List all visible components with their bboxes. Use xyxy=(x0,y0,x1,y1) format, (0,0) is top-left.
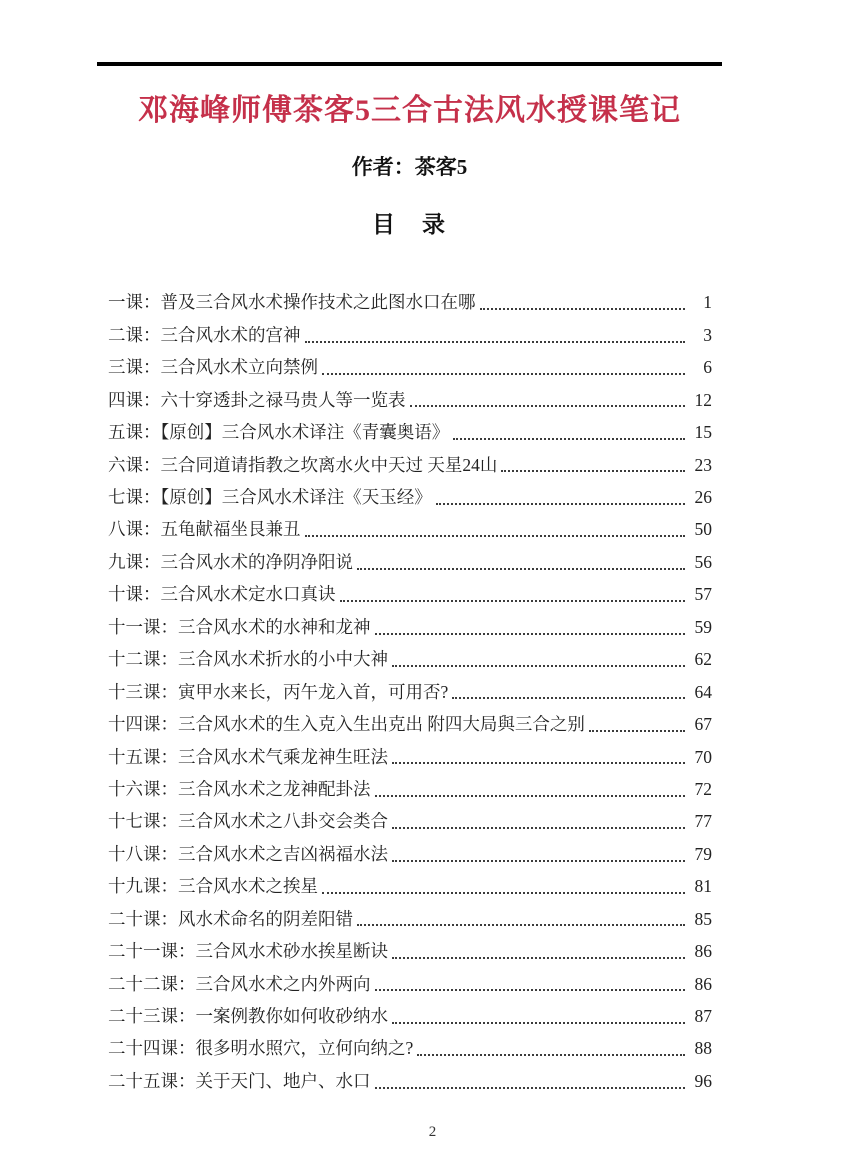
toc-entry-label: 十七课：三合风水术之八卦交会类合 xyxy=(108,811,388,832)
toc-entry[interactable] xyxy=(108,644,712,676)
toc-dot-leader xyxy=(392,665,685,667)
toc-entry[interactable] xyxy=(108,417,712,449)
toc-dot-leader xyxy=(375,1087,686,1089)
toc-dot-leader xyxy=(417,1054,685,1056)
toc-entry-page: 6 xyxy=(703,357,712,378)
toc-entry[interactable] xyxy=(108,482,712,514)
toc-entry-page: 85 xyxy=(694,908,712,929)
toc-entry[interactable] xyxy=(108,449,712,481)
toc-dot-leader xyxy=(357,568,685,570)
toc-entry-page: 96 xyxy=(694,1070,712,1091)
toc-entry-label: 十四课：三合风水术的生入克入生出克出 附四大局與三合之别 xyxy=(108,714,585,735)
toc-entry-label: 六课：三合同道请指教之坎离水火中天过 天星24山 xyxy=(108,454,498,475)
toc-entry[interactable] xyxy=(108,352,712,384)
toc-dot-leader xyxy=(340,600,686,602)
toc-dot-leader xyxy=(453,438,685,440)
toc-entry-label: 三课：三合风水术立向禁例 xyxy=(108,357,318,378)
toc-entry[interactable] xyxy=(108,774,712,806)
toc-entry-page: 72 xyxy=(694,778,712,799)
toc-dot-leader xyxy=(501,470,685,472)
toc-entry-page: 12 xyxy=(694,389,712,410)
toc-entry-label: 二课：三合风水术的宫神 xyxy=(108,324,301,345)
toc-dot-leader xyxy=(305,341,686,343)
toc-entry-label: 十三课：寅甲水来长，丙午龙入首，可用否? xyxy=(108,681,449,702)
toc-entry-page: 77 xyxy=(694,811,712,832)
toc-entry-page: 62 xyxy=(694,649,712,670)
toc-entry-page: 79 xyxy=(694,843,712,864)
toc-dot-leader xyxy=(452,697,685,699)
toc-entry[interactable] xyxy=(108,838,712,870)
toc-entry[interactable] xyxy=(108,319,712,351)
toc-dot-leader xyxy=(392,957,685,959)
toc-entry-label: 二十五课：关于天门、地户、水口 xyxy=(108,1070,371,1091)
toc-entry-label: 五课：【原创】三合风水术译注《青囊奥语》 xyxy=(108,422,450,443)
toc-entry-label: 二十二课：三合风水术之内外两向 xyxy=(108,973,371,994)
toc-entry-label: 十一课：三合风水术的水神和龙神 xyxy=(108,616,371,637)
toc-entry[interactable] xyxy=(108,1065,712,1097)
toc-entry-label: 九课：三合风水术的净阴净阳说 xyxy=(108,551,353,572)
toc-entry-label: 十八课：三合风水术之吉凶祸福水法 xyxy=(108,843,388,864)
toc-entry-label: 一课：普及三合风水术操作技术之此图水口在哪 xyxy=(108,292,476,313)
toc-entry-page: 56 xyxy=(694,551,712,572)
toc-dot-leader xyxy=(305,535,686,537)
toc-entry-page: 50 xyxy=(694,519,712,540)
toc-entry-page: 67 xyxy=(694,714,712,735)
toc-entry-label: 八课：五龟献福坐艮兼丑 xyxy=(108,519,301,540)
toc-dot-leader xyxy=(480,308,686,310)
document-title: 邓海峰师傅茶客5三合古法风水授课笔记 xyxy=(138,94,681,127)
toc-dot-leader xyxy=(410,405,686,407)
toc-entry[interactable] xyxy=(108,611,712,643)
toc-dot-leader xyxy=(589,730,685,732)
toc-entry-page: 23 xyxy=(694,454,712,475)
toc-entry-label: 七课：【原创】三合风水术译注《天玉经》 xyxy=(108,487,432,508)
toc-entry[interactable] xyxy=(108,514,712,546)
toc-entry[interactable] xyxy=(108,806,712,838)
toc-entry-label: 十五课：三合风水术气乘龙神生旺法 xyxy=(108,746,388,767)
toc-entry-label: 二十一课：三合风水术砂水挨星断诀 xyxy=(108,941,388,962)
toc-entry-page: 86 xyxy=(694,941,712,962)
toc-entry-label: 十六课：三合风水术之龙神配卦法 xyxy=(108,778,371,799)
toc-entry-page: 57 xyxy=(694,584,712,605)
toc-entry-page: 87 xyxy=(694,1006,712,1027)
toc-entry[interactable] xyxy=(108,287,712,319)
content-area xyxy=(97,66,722,1098)
toc-entry[interactable] xyxy=(108,1033,712,1065)
toc-entry-label: 二十四课：很多明水照穴，立何向纳之? xyxy=(108,1038,414,1059)
toc-entry-page: 86 xyxy=(694,973,712,994)
toc-entry-page: 64 xyxy=(694,681,712,702)
toc-entry-label: 十九课：三合风水术之挨星 xyxy=(108,876,318,897)
toc-entry-page: 88 xyxy=(694,1038,712,1059)
toc-entry[interactable] xyxy=(108,968,712,1000)
toc-entry[interactable] xyxy=(108,871,712,903)
toc-dot-leader xyxy=(392,1022,685,1024)
toc-dot-leader xyxy=(375,795,686,797)
toc-entry-page: 1 xyxy=(703,292,712,313)
toc-dot-leader xyxy=(322,373,685,375)
toc-heading: 目 录 xyxy=(372,212,447,238)
toc-entry[interactable] xyxy=(108,903,712,935)
toc-entry-label: 二十课：风水术命名的阴差阳错 xyxy=(108,908,353,929)
toc-entry[interactable] xyxy=(108,546,712,578)
toc-entry[interactable] xyxy=(108,1001,712,1033)
toc-entry-page: 70 xyxy=(694,746,712,767)
toc-entry-page: 81 xyxy=(694,876,712,897)
toc-dot-leader xyxy=(357,924,685,926)
toc-entry-label: 二十三课：一案例教你如何收砂纳水 xyxy=(108,1006,388,1027)
toc-entry-page: 15 xyxy=(694,422,712,443)
toc-entry-label: 十课：三合风水术定水口真诀 xyxy=(108,584,336,605)
toc-entry[interactable] xyxy=(108,741,712,773)
toc-dot-leader xyxy=(322,892,685,894)
toc-list xyxy=(108,287,712,1098)
toc-entry[interactable] xyxy=(108,709,712,741)
toc-entry[interactable] xyxy=(108,579,712,611)
toc-entry-page: 26 xyxy=(694,487,712,508)
page-number-footer: 2 xyxy=(428,1124,437,1140)
toc-dot-leader xyxy=(392,827,685,829)
toc-dot-leader xyxy=(392,762,685,764)
toc-entry-label: 四课：六十穿透卦之禄马贵人等一览表 xyxy=(108,389,406,410)
author-line: 作者：茶客5 xyxy=(351,155,468,179)
toc-entry-label: 十二课：三合风水术折水的小中大神 xyxy=(108,649,388,670)
toc-entry[interactable] xyxy=(108,936,712,968)
toc-entry-page: 3 xyxy=(703,324,712,345)
toc-dot-leader xyxy=(392,860,685,862)
toc-dot-leader xyxy=(375,633,686,635)
toc-dot-leader xyxy=(375,989,686,991)
toc-entry[interactable] xyxy=(108,676,712,708)
toc-entry[interactable] xyxy=(108,384,712,416)
toc-entry-page: 59 xyxy=(694,616,712,637)
toc-dot-leader xyxy=(436,503,685,505)
